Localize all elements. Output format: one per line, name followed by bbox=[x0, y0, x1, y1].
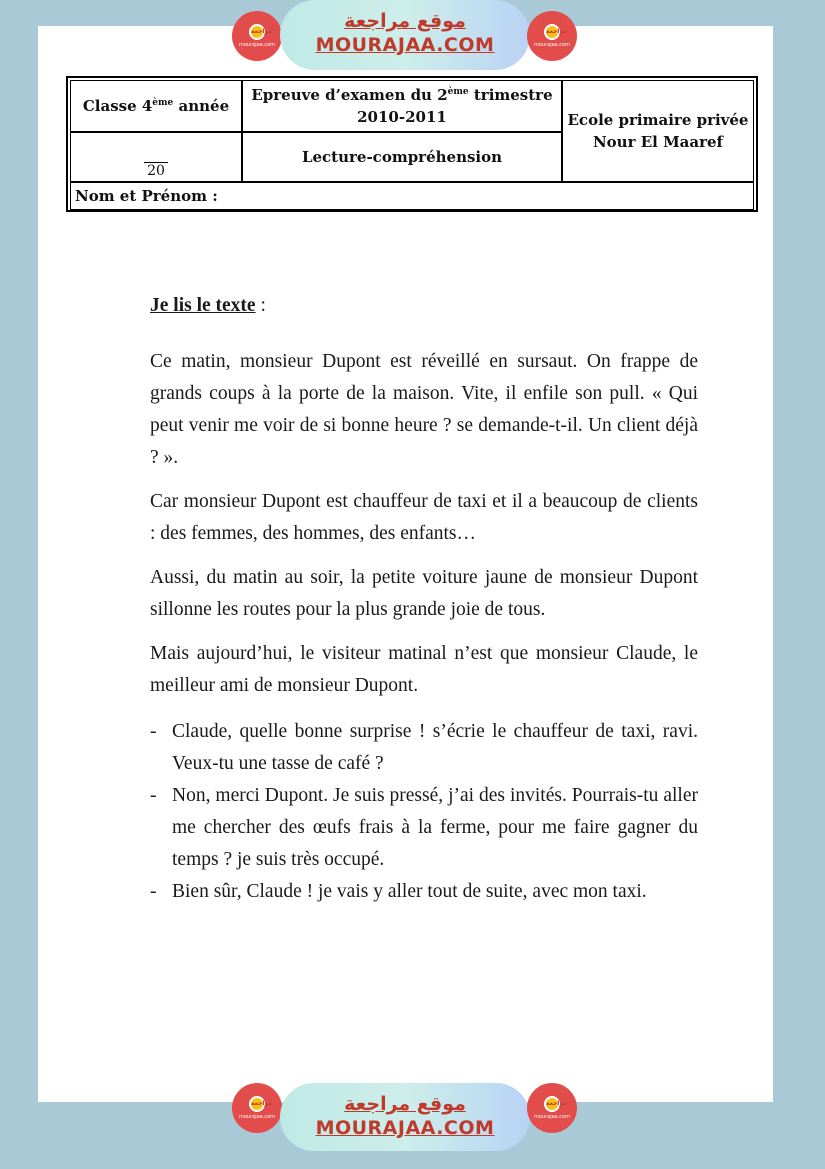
score-cell bbox=[70, 132, 242, 182]
site-banner-bottom[interactable] bbox=[280, 1083, 530, 1151]
text-paragraph: Car monsieur Dupont est chauffeur de taxi et il a beaucoup de clients : des femmes, des hommes, des enfants… bbox=[150, 491, 698, 544]
dialogue-line: - Claude, quelle bonne surprise ! s’écrie le chauffeur de taxi, ravi. Veux-tu une tasse de café ? bbox=[150, 716, 698, 780]
dialogue-list bbox=[150, 716, 698, 908]
section-title: Je lis le texte : bbox=[150, 295, 266, 316]
name-label: Nom et Prénom : bbox=[75, 187, 218, 205]
site-logo-badge[interactable] bbox=[527, 1083, 577, 1133]
school-name-line2: Nour El Maaref bbox=[592, 133, 724, 151]
site-logo-badge[interactable] bbox=[232, 1083, 282, 1133]
dialogue-line: - Bien sûr, Claude ! je vais y aller tout de suite, avec mon taxi. bbox=[150, 876, 698, 908]
score-total: 20 bbox=[144, 162, 168, 179]
logo-icon: مراجعة bbox=[249, 24, 265, 40]
text-paragraph: Ce matin, monsieur Dupont est réveillé en sursaut. On frappe de grands coups à la porte de la maison. Vite, il enfile son pull. « Qui peut venir me voir de si bonne heure ? se demande-t-il. Un client déjà ? ». bbox=[150, 351, 698, 468]
site-logo-badge[interactable] bbox=[527, 11, 577, 61]
logo-icon: مراجعة bbox=[544, 1096, 560, 1112]
class-cell: Classe 4ème année bbox=[70, 80, 242, 132]
exam-year: 2010-2011 bbox=[357, 108, 447, 126]
text-paragraph: Mais aujourd’hui, le visiteur matinal n’est que monsieur Claude, le meilleur ami de monsieur Dupont. bbox=[150, 643, 698, 696]
exam-title: Epreuve d’examen du 2 bbox=[251, 86, 448, 104]
reading-section bbox=[150, 290, 698, 908]
school-name-line1: Ecole primaire privée bbox=[567, 111, 749, 129]
badge-text: mourajaa.com bbox=[533, 41, 570, 48]
banner-arabic-title[interactable]: موقع مراجعة bbox=[344, 10, 466, 32]
text-paragraph: Aussi, du matin au soir, la petite voiture jaune de monsieur Dupont sillonne les routes pour la plus grande joie de tous. bbox=[150, 567, 698, 620]
subject-cell bbox=[242, 132, 562, 182]
student-name-field[interactable] bbox=[70, 182, 754, 210]
class-label: Classe 4 bbox=[82, 97, 153, 115]
logo-icon: مراجعة bbox=[544, 24, 560, 40]
banner-site-name[interactable]: MOURAJAA.COM bbox=[315, 1117, 495, 1139]
banner-arabic-title[interactable]: موقع مراجعة bbox=[344, 1093, 466, 1115]
badge-text: mourajaa.com bbox=[533, 1113, 570, 1120]
subject-label: Lecture-compréhension bbox=[301, 148, 503, 166]
badge-text: mourajaa.com bbox=[238, 1113, 275, 1120]
site-banner-top[interactable] bbox=[280, 0, 530, 70]
banner-site-name[interactable]: MOURAJAA.COM bbox=[315, 34, 495, 56]
dialogue-line: - Non, merci Dupont. Je suis pressé, j’ai des invités. Pourrais-tu aller me chercher des œufs frais à la ferme, pour me faire gagner du temps ? je suis très occupé. bbox=[150, 780, 698, 876]
site-logo-badge[interactable] bbox=[232, 11, 282, 61]
exam-title-cell: Epreuve d’examen du 2ème trimestre 2010-2011 bbox=[242, 80, 562, 132]
school-cell bbox=[562, 80, 754, 182]
logo-icon: مراجعة bbox=[249, 1096, 265, 1112]
badge-text: mourajaa.com bbox=[238, 41, 275, 48]
exam-header-table bbox=[66, 76, 758, 212]
